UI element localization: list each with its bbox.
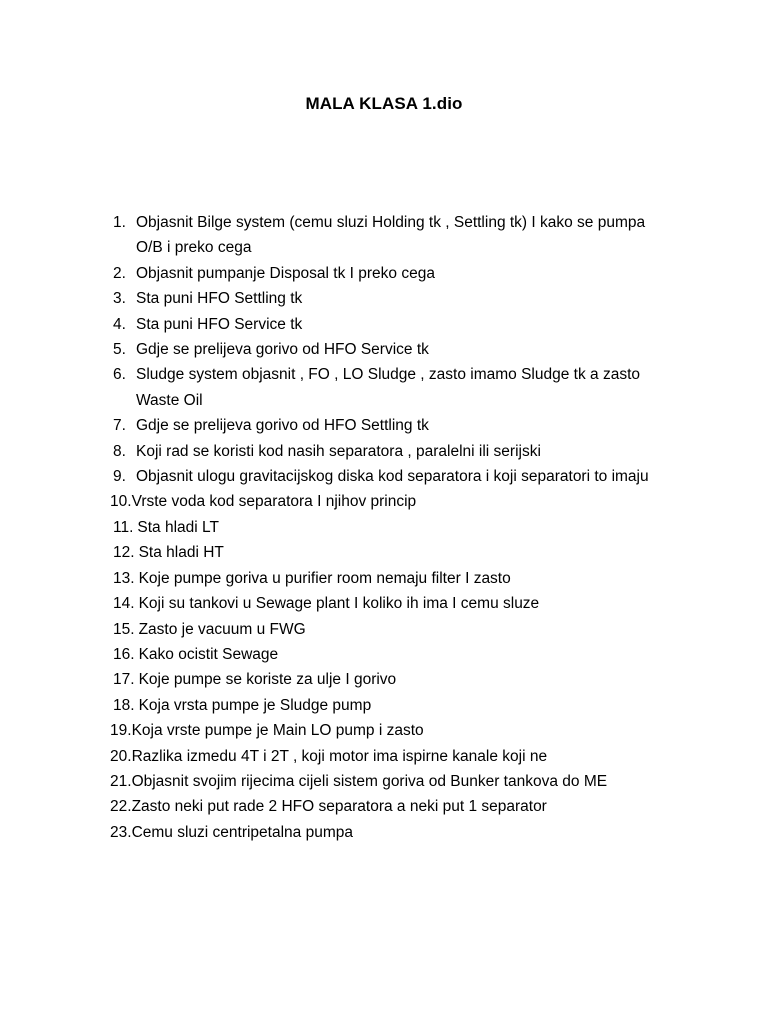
list-item-text: Koji su tankovi u Sewage plant I koliko ih ima I cemu sluze <box>138 595 540 613</box>
list-item <box>0 515 768 540</box>
list-item-text: Koje pumpe goriva u purifier room nemaju filter I zasto <box>138 569 511 587</box>
list-item <box>0 617 768 642</box>
list-item <box>0 439 768 464</box>
list-item-number: 23. <box>110 823 132 841</box>
list-item <box>0 362 768 413</box>
list-item-text: Sta hladi HT <box>138 544 224 562</box>
list-item-text: Objasnit pumpanje Disposal tk I preko cega <box>136 264 435 282</box>
list-item <box>0 667 768 692</box>
list-item-number: 5. <box>113 341 126 359</box>
list-item <box>0 540 768 565</box>
list-item-text: Zasto je vacuum u FWG <box>138 620 306 638</box>
list-item-text: Objasnit svojim rijecima cijeli sistem goriva od Bunker tankova do ME <box>131 772 608 790</box>
list-item <box>0 566 768 591</box>
list-item <box>0 642 768 667</box>
list-item-text: Gdje se prelijeva gorivo od HFO Settling tk <box>136 417 429 435</box>
list-item-text: Objasnit ulogu gravitacijskog diska kod separatora i koji separatori to imaju <box>136 468 649 486</box>
list-item-number: 18. <box>113 696 135 714</box>
list-item-text: Koja vrsta pumpe je Sludge pump <box>138 696 372 714</box>
list-item-text: Koje pumpe se koriste za ulje I gorivo <box>138 671 397 689</box>
list-item <box>0 820 768 845</box>
list-item-number: 17. <box>113 671 135 689</box>
list-item <box>0 744 768 769</box>
list-item-number: 12. <box>113 544 135 562</box>
list-item-number: 10. <box>110 493 132 511</box>
list-item-number: 22. <box>110 798 132 816</box>
list-item-number: 20. <box>110 747 132 765</box>
list-item-text: Sta puni HFO Settling tk <box>136 290 303 308</box>
list-item-number: 14. <box>113 595 135 613</box>
list-item-text: Cemu sluzi centripetalna pumpa <box>131 823 353 841</box>
list-item-text: Zasto neki put rade 2 HFO separatora a neki put 1 separator <box>131 798 547 816</box>
list-item <box>0 718 768 743</box>
list-item-text: Razlika izmedu 4T i 2T , koji motor ima ispirne kanale koji ne <box>131 747 548 765</box>
list-item-number: 15. <box>113 620 135 638</box>
list-item-number: 1. <box>113 214 126 231</box>
list-item-text: Koji rad se koristi kod nasih separatora , paralelni ili serijski <box>136 442 541 460</box>
list-item-number: 21. <box>110 772 132 790</box>
list-item-text: Sta hladi LT <box>137 518 219 536</box>
page-title: MALA KLASA 1.dio <box>305 94 463 113</box>
list-item <box>0 286 768 311</box>
list-item-number: 8. <box>113 442 126 460</box>
list-item-number: 19. <box>110 722 132 740</box>
list-item <box>0 693 768 718</box>
list-item-text: Objasnit Bilge system (cemu sluzi Holding tk , Settling tk) I kako se pumpa O/B i preko cega <box>136 214 646 257</box>
list-item <box>0 337 768 362</box>
list-item-text: Sta puni HFO Service tk <box>136 315 303 333</box>
list-item <box>0 413 768 438</box>
list-item <box>0 591 768 616</box>
list-item-text: Gdje se prelijeva gorivo od HFO Service tk <box>136 341 429 359</box>
list-item-number: 2. <box>113 264 126 282</box>
list-item <box>0 210 768 261</box>
list-item <box>0 261 768 286</box>
list-item-number: 11. <box>113 518 134 536</box>
list-item <box>0 312 768 337</box>
list-item-text: Koja vrste pumpe je Main LO pump i zasto <box>131 722 424 740</box>
list-item <box>0 464 768 489</box>
list-item-number: 16. <box>113 645 135 663</box>
list-item-text: Vrste voda kod separatora I njihov princip <box>131 493 417 511</box>
list-item <box>0 489 768 514</box>
list-item-number: 3. <box>113 290 126 308</box>
list-item <box>0 769 768 794</box>
list-item-text: Sludge system objasnit , FO , LO Sludge , zasto imamo Sludge tk a zasto Waste Oil <box>136 366 640 409</box>
list-item-text: Kako ocistit Sewage <box>138 645 279 663</box>
list-item-number: 7. <box>113 417 126 435</box>
list-item-number: 6. <box>113 366 126 384</box>
list-item-number: 4. <box>113 315 126 333</box>
list-item-number: 9. <box>113 468 126 486</box>
list-item <box>0 794 768 819</box>
question-list <box>0 210 768 845</box>
list-item-number: 13. <box>113 569 135 587</box>
